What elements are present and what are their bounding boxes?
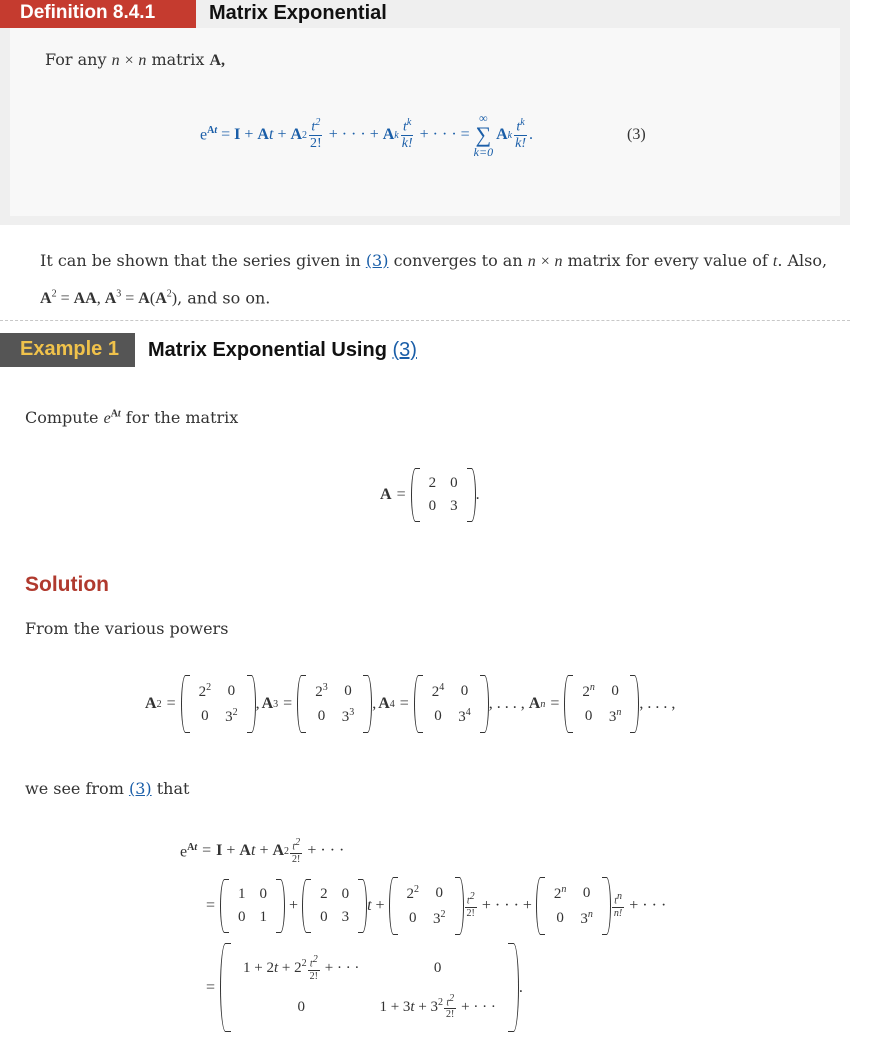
- convergence-paragraph: [40, 244, 830, 315]
- compute-statement: Compute $e^{At}$ for the matrix: [25, 408, 239, 427]
- powers-equation: A 2 = $2^2$ 0 0 $3^2$ , A 3 = $2^3$ 0 0 $3^3$ , A 4 = $2^4$ 0 0 $3^4$ , . . . , A n = $2^n$ 0 0 3$^n$ , . . . ,: [145, 675, 675, 733]
- definition-intro: [45, 50, 225, 70]
- intro-A: A,: [209, 52, 226, 69]
- para-text-5: , and so on.: [177, 288, 271, 308]
- para-text-2: converges to an: [388, 251, 528, 270]
- expansion-equation: [180, 838, 666, 1032]
- example-title: [148, 335, 417, 365]
- see-text-2: that: [151, 779, 190, 798]
- expansion-line-2: = 1 0 0 1 + 2 0 0 3 t + $2^2$ 0 0 $3^2$ $\frac{t^2}{2!}$ + · · · + $2^n$ 0 0 3$^n$ $\frac{t^n}{n!}$ + · · ·: [206, 877, 666, 935]
- matrix-A3: $2^3$ 0 0 $3^3$: [297, 675, 372, 733]
- para-text: It can be shown that the series given in: [40, 251, 366, 270]
- intro-text: For any: [45, 50, 112, 69]
- matrix-A4: $2^4$ 0 0 $3^4$: [414, 675, 489, 733]
- expansion-line-1: $e^{At}$ = I + A t + A 2 $\frac{t^2}{2!}$ + · · ·: [180, 837, 345, 865]
- definition-badge: Definition 8.4.1: [0, 0, 196, 28]
- para-nxn: n × n: [527, 253, 563, 270]
- intro-nxn: n × n: [111, 52, 147, 69]
- definition-title: Matrix Exponential: [209, 2, 387, 24]
- para-text-4: . Also,: [777, 251, 828, 270]
- expansion-line-3: = $1 + 2t + 2^2$ $\frac{t^2}{2!}$ + · · · 0 0 $1 + 3t + 3^2$ $\frac{t^2}{2!}$ + · · · .: [206, 943, 666, 1033]
- matrix-A-definition: A = 2 0 0 3 .: [380, 468, 480, 522]
- see-ref-link[interactable]: (3): [128, 779, 152, 798]
- example-title-text: Matrix Exponential Using: [148, 339, 393, 361]
- compute-text-2: for the matrix: [120, 408, 239, 427]
- section-divider: [0, 320, 850, 321]
- para-t: t: [772, 253, 778, 270]
- solution-heading: Solution: [25, 573, 109, 596]
- equation-number: (3): [627, 126, 646, 143]
- matrix-A: 2 0 0 3: [411, 468, 476, 522]
- powers-identity: $A^2$ = AA, $A^3 = A(A^2)$: [40, 289, 178, 308]
- matrix-An: 2$^n$ 0 0 3$^n$: [564, 675, 639, 733]
- definition-equation: $e^{At}$ = I + A t + A 2 $\frac{t^2}{2!}$ + · · · + A k $\frac{t^k}{k!}$ + · · · = ∞ ∑ k=0 A k $\frac{t^k}{k!}$ .: [200, 111, 534, 159]
- para-text-3: matrix for every value of: [562, 251, 773, 270]
- definition-box: [0, 0, 850, 225]
- ref-link-3[interactable]: (3): [365, 251, 389, 270]
- see-text: we see from: [25, 779, 129, 798]
- powers-text: From the various powers: [25, 619, 229, 638]
- compute-text: Compute: [25, 408, 104, 427]
- intro-text-2: matrix: [146, 50, 210, 69]
- matrix-A2: $2^2$ 0 0 $3^2$: [181, 675, 256, 733]
- example-ref-link[interactable]: (3): [392, 339, 417, 361]
- example-badge: Example 1: [0, 333, 135, 367]
- see-from-text: [25, 779, 189, 798]
